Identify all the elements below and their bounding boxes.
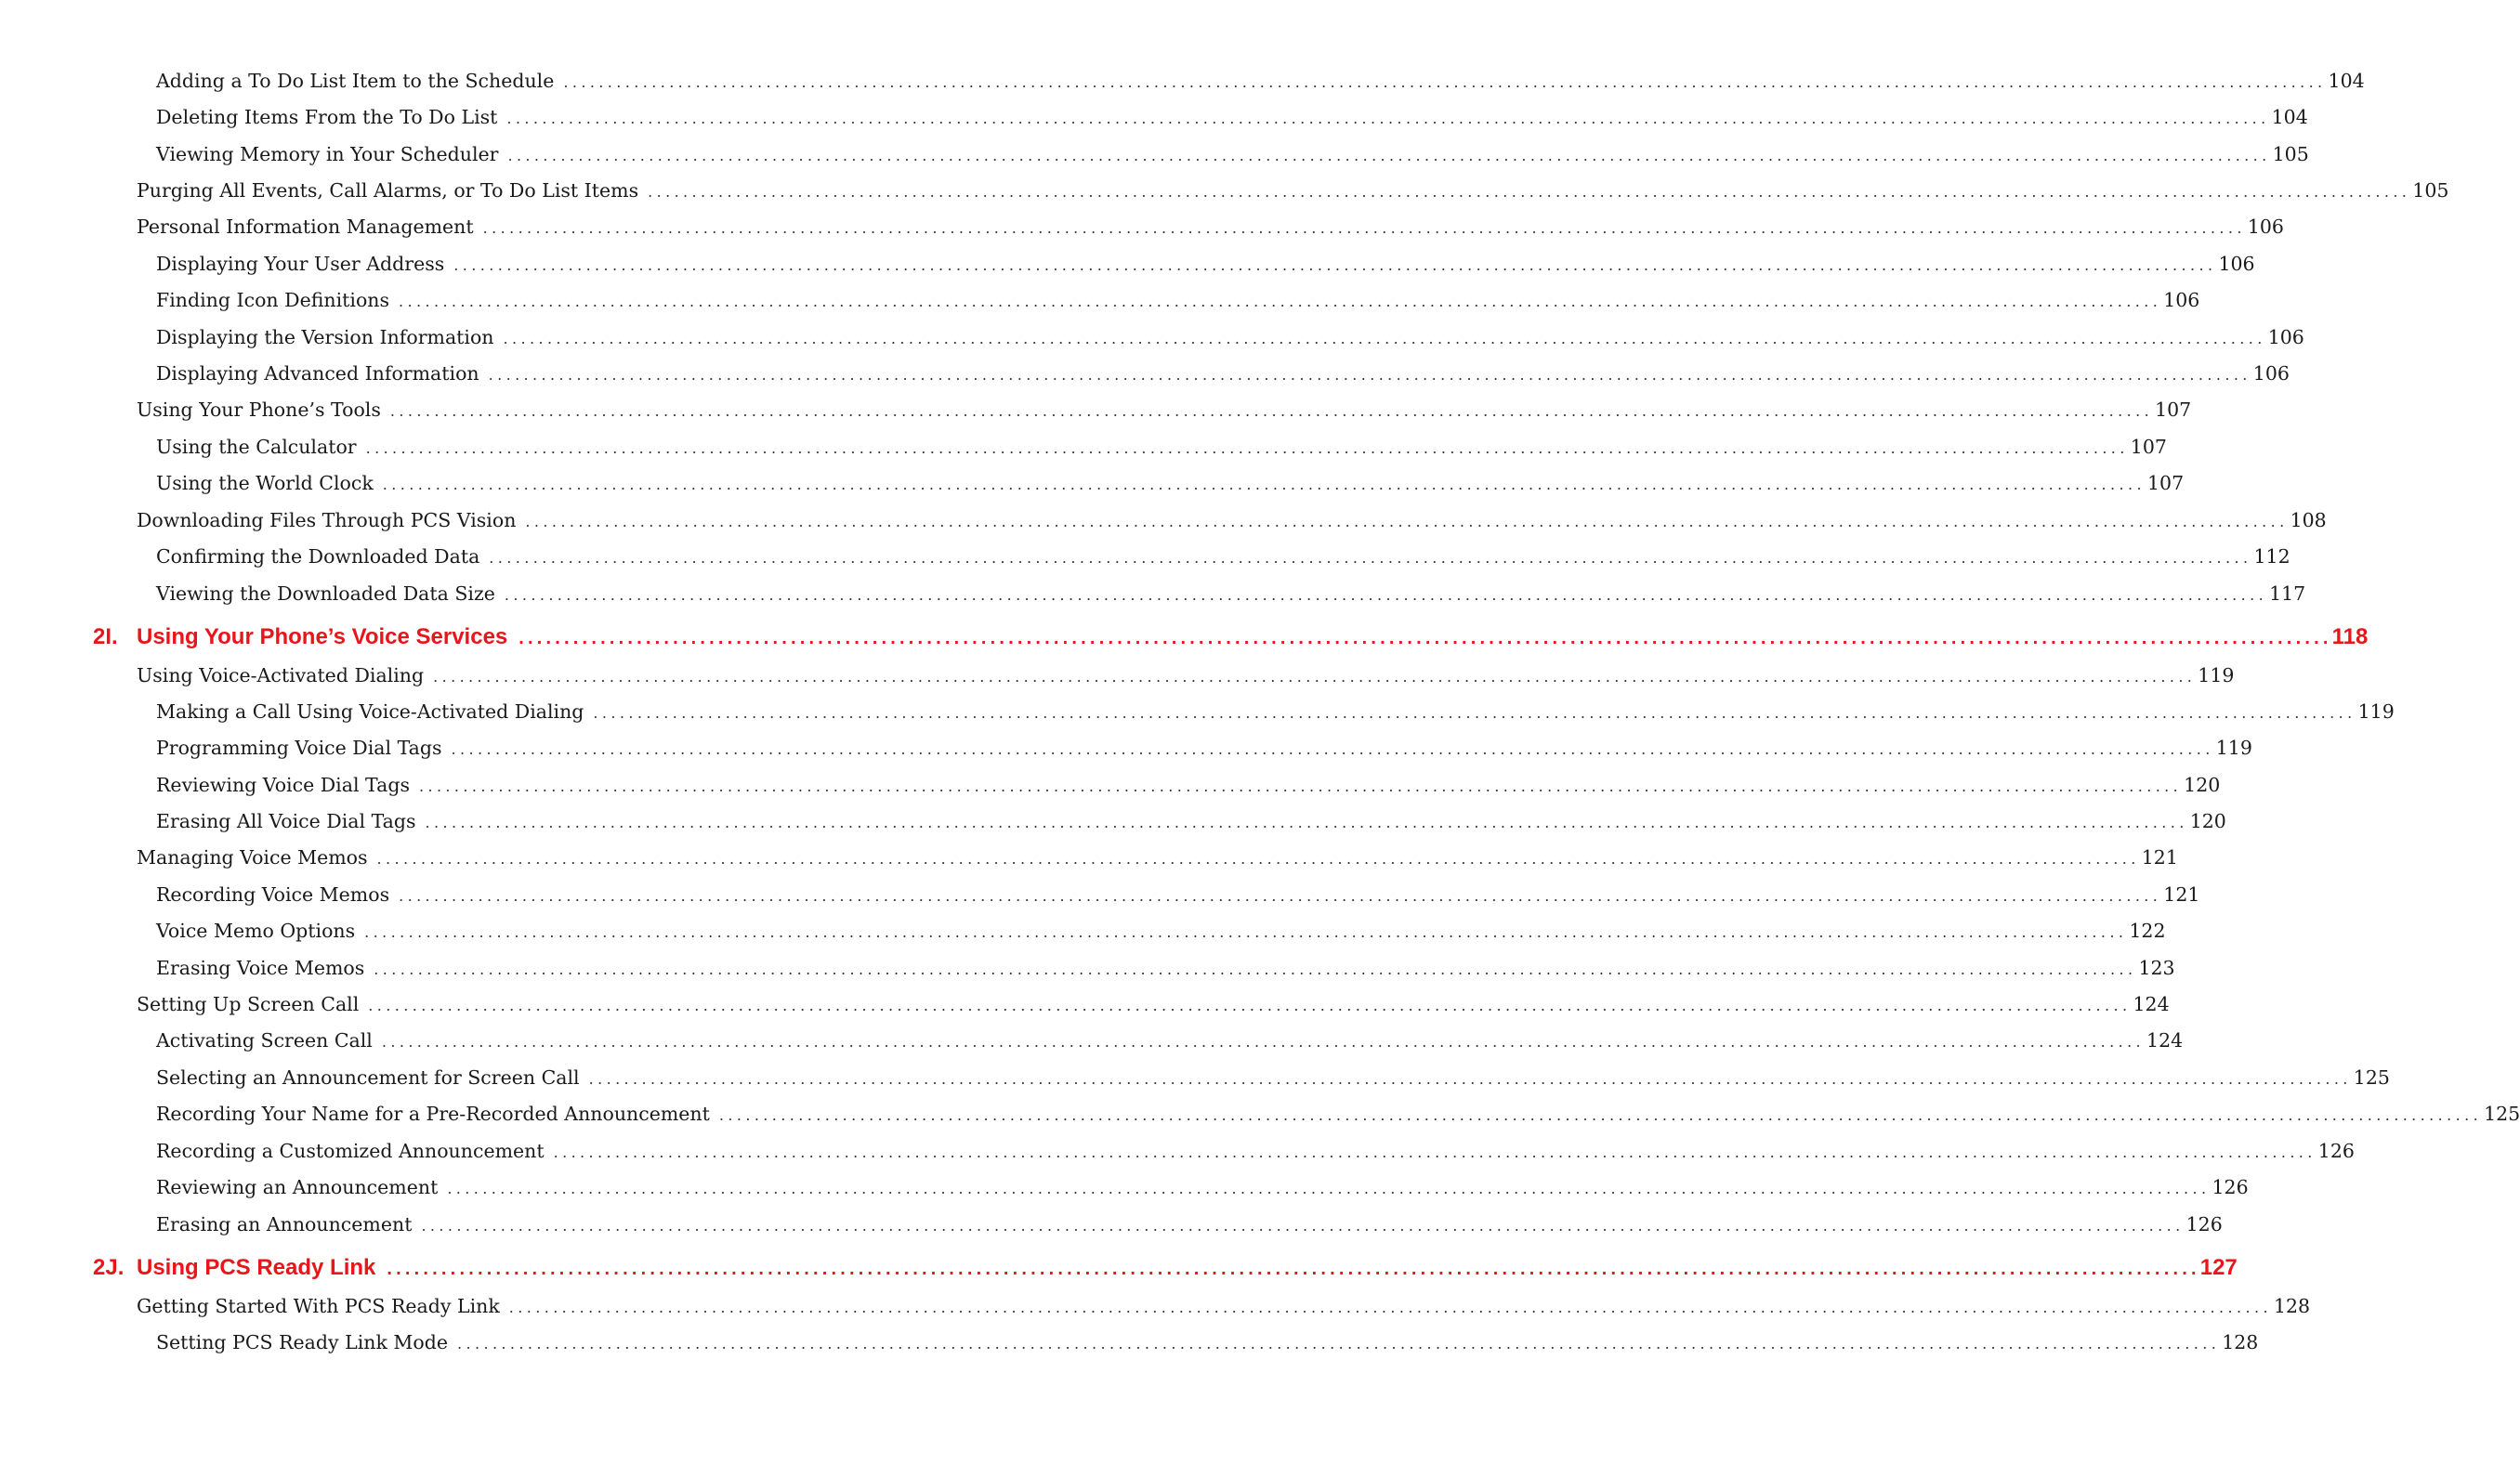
entry-title: Using PCS Ready Link <box>137 1255 376 1280</box>
page-number: 107 <box>2130 436 2167 458</box>
page-number: 119 <box>2357 700 2395 723</box>
dot-leader: ........................................................................................................................................................................................................ <box>387 1259 2200 1279</box>
dot-leader: ........................................................................................................................................................................................................ <box>425 814 2188 831</box>
toc-section-entry[interactable] <box>137 993 2170 1023</box>
toc-section-entry[interactable] <box>137 846 2178 876</box>
toc-subsection-entry[interactable] <box>156 362 2290 392</box>
entry-title: Purging All Events, Call Alarms, or To Do List Items <box>137 179 639 202</box>
entry-title: Displaying the Version Information <box>156 326 494 348</box>
page-number: 107 <box>2155 399 2192 421</box>
entry-title: Erasing an Announcement <box>156 1213 413 1235</box>
toc-subsection-entry[interactable] <box>156 289 2200 319</box>
toc-subsection-entry[interactable] <box>156 700 2395 730</box>
entry-title: Recording a Customized Announcement <box>156 1140 545 1162</box>
dot-leader: ........................................................................................................................................................................................................ <box>381 1033 2146 1051</box>
toc-subsection-entry[interactable] <box>156 582 2306 612</box>
dot-leader: ........................................................................................................................................................................................................ <box>553 1144 2317 1161</box>
entry-title: Activating Screen Call <box>156 1029 373 1052</box>
entry-title: Making a Call Using Voice-Activated Dialing <box>156 700 584 723</box>
page-number: 106 <box>2267 326 2304 348</box>
entry-title: Recording Voice Memos <box>156 883 390 906</box>
page-number: 119 <box>2198 664 2235 686</box>
toc-subsection-entry[interactable] <box>156 143 2309 173</box>
page-number: 104 <box>2328 70 2365 92</box>
page-number: 128 <box>2222 1331 2259 1353</box>
dot-leader: ........................................................................................................................................................................................................ <box>376 850 2140 868</box>
toc-subsection-entry[interactable] <box>156 920 2166 949</box>
dot-leader: ........................................................................................................................................................................................................ <box>389 402 2154 420</box>
page-number: 112 <box>2253 545 2290 568</box>
page-number: 119 <box>2215 737 2252 759</box>
toc-subsection-entry[interactable] <box>156 472 2185 502</box>
dot-leader: ........................................................................................................................................................................................................ <box>718 1106 2483 1124</box>
entry-title: Voice Memo Options <box>156 920 356 942</box>
dot-leader: ........................................................................................................................................................................................................ <box>563 73 2327 91</box>
entry-title: Viewing the Downloaded Data Size <box>156 582 495 605</box>
page-number: 106 <box>2252 362 2290 385</box>
entry-title: Viewing Memory in Your Scheduler <box>156 143 499 165</box>
entry-title: Confirming the Downloaded Data <box>156 545 480 568</box>
chapter-number: 2I. <box>93 624 118 649</box>
dot-leader: ........................................................................................................................................................................................................ <box>399 887 2162 905</box>
dot-leader: ........................................................................................................................................................................................................ <box>382 476 2146 493</box>
dot-leader: ........................................................................................................................................................................................................ <box>508 1299 2272 1316</box>
page-number: 124 <box>2133 993 2170 1015</box>
entry-title: Reviewing Voice Dial Tags <box>156 774 410 796</box>
page-number: 122 <box>2129 920 2166 942</box>
entry-title: Recording Your Name for a Pre-Recorded Announcement <box>156 1103 710 1125</box>
dot-leader: ........................................................................................................................................................................................................ <box>507 147 2271 164</box>
toc-subsection-entry[interactable] <box>156 810 2226 840</box>
toc-chapter-heading[interactable] <box>93 1255 2238 1287</box>
toc-section-entry[interactable] <box>137 1295 2311 1325</box>
dot-leader: ........................................................................................................................................................................................................ <box>648 183 2411 201</box>
toc-section-entry[interactable] <box>137 216 2284 245</box>
entry-title: Erasing Voice Memos <box>156 957 365 979</box>
page-number: 126 <box>2185 1213 2223 1235</box>
dot-leader: ........................................................................................................................................................................................................ <box>364 923 2128 941</box>
page-number: 124 <box>2146 1029 2184 1052</box>
page-number: 107 <box>2146 472 2185 494</box>
page-number: 117 <box>2269 582 2306 605</box>
toc-subsection-entry[interactable] <box>156 1103 2520 1132</box>
entry-title: Reviewing an Announcement <box>156 1176 439 1198</box>
page-number: 121 <box>2141 846 2178 869</box>
entry-title: Using Your Phone’s Tools <box>137 399 381 421</box>
toc-subsection-entry[interactable] <box>156 545 2290 575</box>
toc-subsection-entry[interactable] <box>156 1176 2249 1206</box>
page-number: 106 <box>2247 216 2284 238</box>
entry-title: Using the Calculator <box>156 436 357 458</box>
entry-title: Deleting Items From the To Do List <box>156 106 498 128</box>
dot-leader: ........................................................................................................................................................................................................ <box>593 704 2356 722</box>
page-number: 127 <box>2199 1255 2238 1280</box>
page-number: 106 <box>2218 253 2255 275</box>
dot-leader: ........................................................................................................................................................................................................ <box>374 961 2137 978</box>
entry-title: Adding a To Do List Item to the Schedule <box>156 70 555 92</box>
entry-title: Downloading Files Through PCS Vision <box>137 509 517 531</box>
toc-subsection-entry[interactable] <box>156 737 2252 766</box>
dot-leader: ........................................................................................................................................................................................................ <box>453 256 2217 274</box>
entry-title: Setting Up Screen Call <box>137 993 360 1015</box>
entry-title: Erasing All Voice Dial Tags <box>156 810 416 832</box>
page-number: 128 <box>2273 1295 2311 1317</box>
dot-leader: ........................................................................................................................................................................................................ <box>368 997 2132 1014</box>
entry-title: Setting PCS Ready Link Mode <box>156 1331 448 1353</box>
toc-subsection-entry[interactable] <box>156 774 2221 804</box>
page-number: 108 <box>2290 509 2327 531</box>
page-number: 118 <box>2331 624 2369 649</box>
dot-leader: ........................................................................................................................................................................................................ <box>447 1180 2211 1197</box>
toc-section-entry[interactable] <box>137 179 2449 209</box>
toc-subsection-entry[interactable] <box>156 436 2167 465</box>
toc-subsection-entry[interactable] <box>156 106 2308 136</box>
page-number: 105 <box>2272 143 2309 165</box>
toc-section-entry[interactable] <box>137 399 2192 428</box>
dot-leader: ........................................................................................................................................................................................................ <box>488 366 2251 384</box>
toc-subsection-entry[interactable] <box>156 957 2175 987</box>
dot-leader: ........................................................................................................................................................................................................ <box>418 778 2183 795</box>
toc-subsection-entry[interactable] <box>156 883 2200 913</box>
entry-title: Using Your Phone’s Voice Services <box>137 624 508 649</box>
page-number: 104 <box>2271 106 2308 128</box>
dot-leader: ........................................................................................................................................................................................................ <box>588 1070 2352 1088</box>
entry-title: Using Voice-Activated Dialing <box>137 664 425 686</box>
entry-title: Personal Information Management <box>137 216 474 238</box>
chapter-number: 2J. <box>93 1255 125 1280</box>
page-number: 126 <box>2317 1140 2355 1162</box>
page-number: 120 <box>2184 774 2221 796</box>
toc-subsection-entry[interactable] <box>156 70 2365 99</box>
toc-subsection-entry[interactable] <box>156 1140 2355 1170</box>
toc-subsection-entry[interactable] <box>156 326 2304 356</box>
page-number: 105 <box>2412 179 2449 202</box>
toc-subsection-entry[interactable] <box>156 1213 2223 1243</box>
dot-leader: ........................................................................................................................................................................................................ <box>451 740 2214 758</box>
dot-leader: ........................................................................................................................................................................................................ <box>365 439 2129 457</box>
toc-subsection-entry[interactable] <box>156 1066 2390 1096</box>
toc-chapter-heading[interactable] <box>93 624 2369 656</box>
dot-leader: ........................................................................................................................................................................................................ <box>433 668 2197 686</box>
page-number: 125 <box>2484 1103 2520 1125</box>
dot-leader: ........................................................................................................................................................................................................ <box>421 1217 2185 1235</box>
dot-leader: ........................................................................................................................................................................................................ <box>489 549 2252 567</box>
dot-leader: ........................................................................................................................................................................................................ <box>399 293 2162 310</box>
toc-subsection-entry[interactable] <box>156 253 2255 282</box>
toc-subsection-entry[interactable] <box>156 1331 2259 1361</box>
entry-title: Programming Voice Dial Tags <box>156 737 442 759</box>
page-number: 106 <box>2163 289 2200 311</box>
entry-title: Displaying Your User Address <box>156 253 445 275</box>
dot-leader: ........................................................................................................................................................................................................ <box>482 219 2246 237</box>
entry-title: Selecting an Announcement for Screen Call <box>156 1066 580 1089</box>
entry-title: Getting Started With PCS Ready Link <box>137 1295 500 1317</box>
dot-leader: ........................................................................................................................................................................................................ <box>457 1335 2221 1353</box>
page-number: 126 <box>2212 1176 2249 1198</box>
page-number: 120 <box>2189 810 2226 832</box>
dot-leader: ........................................................................................................................................................................................................ <box>525 513 2289 530</box>
entry-title: Managing Voice Memos <box>137 846 368 869</box>
entry-title: Using the World Clock <box>156 472 374 494</box>
toc-subsection-entry[interactable] <box>156 1029 2184 1059</box>
toc-section-entry[interactable] <box>137 664 2235 694</box>
dot-leader: ........................................................................................................................................................................................................ <box>506 110 2270 127</box>
page-number: 121 <box>2163 883 2200 906</box>
entry-title: Finding Icon Definitions <box>156 289 390 311</box>
dot-leader: ........................................................................................................................................................................................................ <box>504 586 2268 604</box>
dot-leader: ........................................................................................................................................................................................................ <box>518 628 2332 648</box>
toc-section-entry[interactable] <box>137 509 2327 539</box>
page-number: 125 <box>2353 1066 2390 1089</box>
dot-leader: ........................................................................................................................................................................................................ <box>503 330 2266 347</box>
page-number: 123 <box>2138 957 2175 979</box>
entry-title: Displaying Advanced Information <box>156 362 479 385</box>
